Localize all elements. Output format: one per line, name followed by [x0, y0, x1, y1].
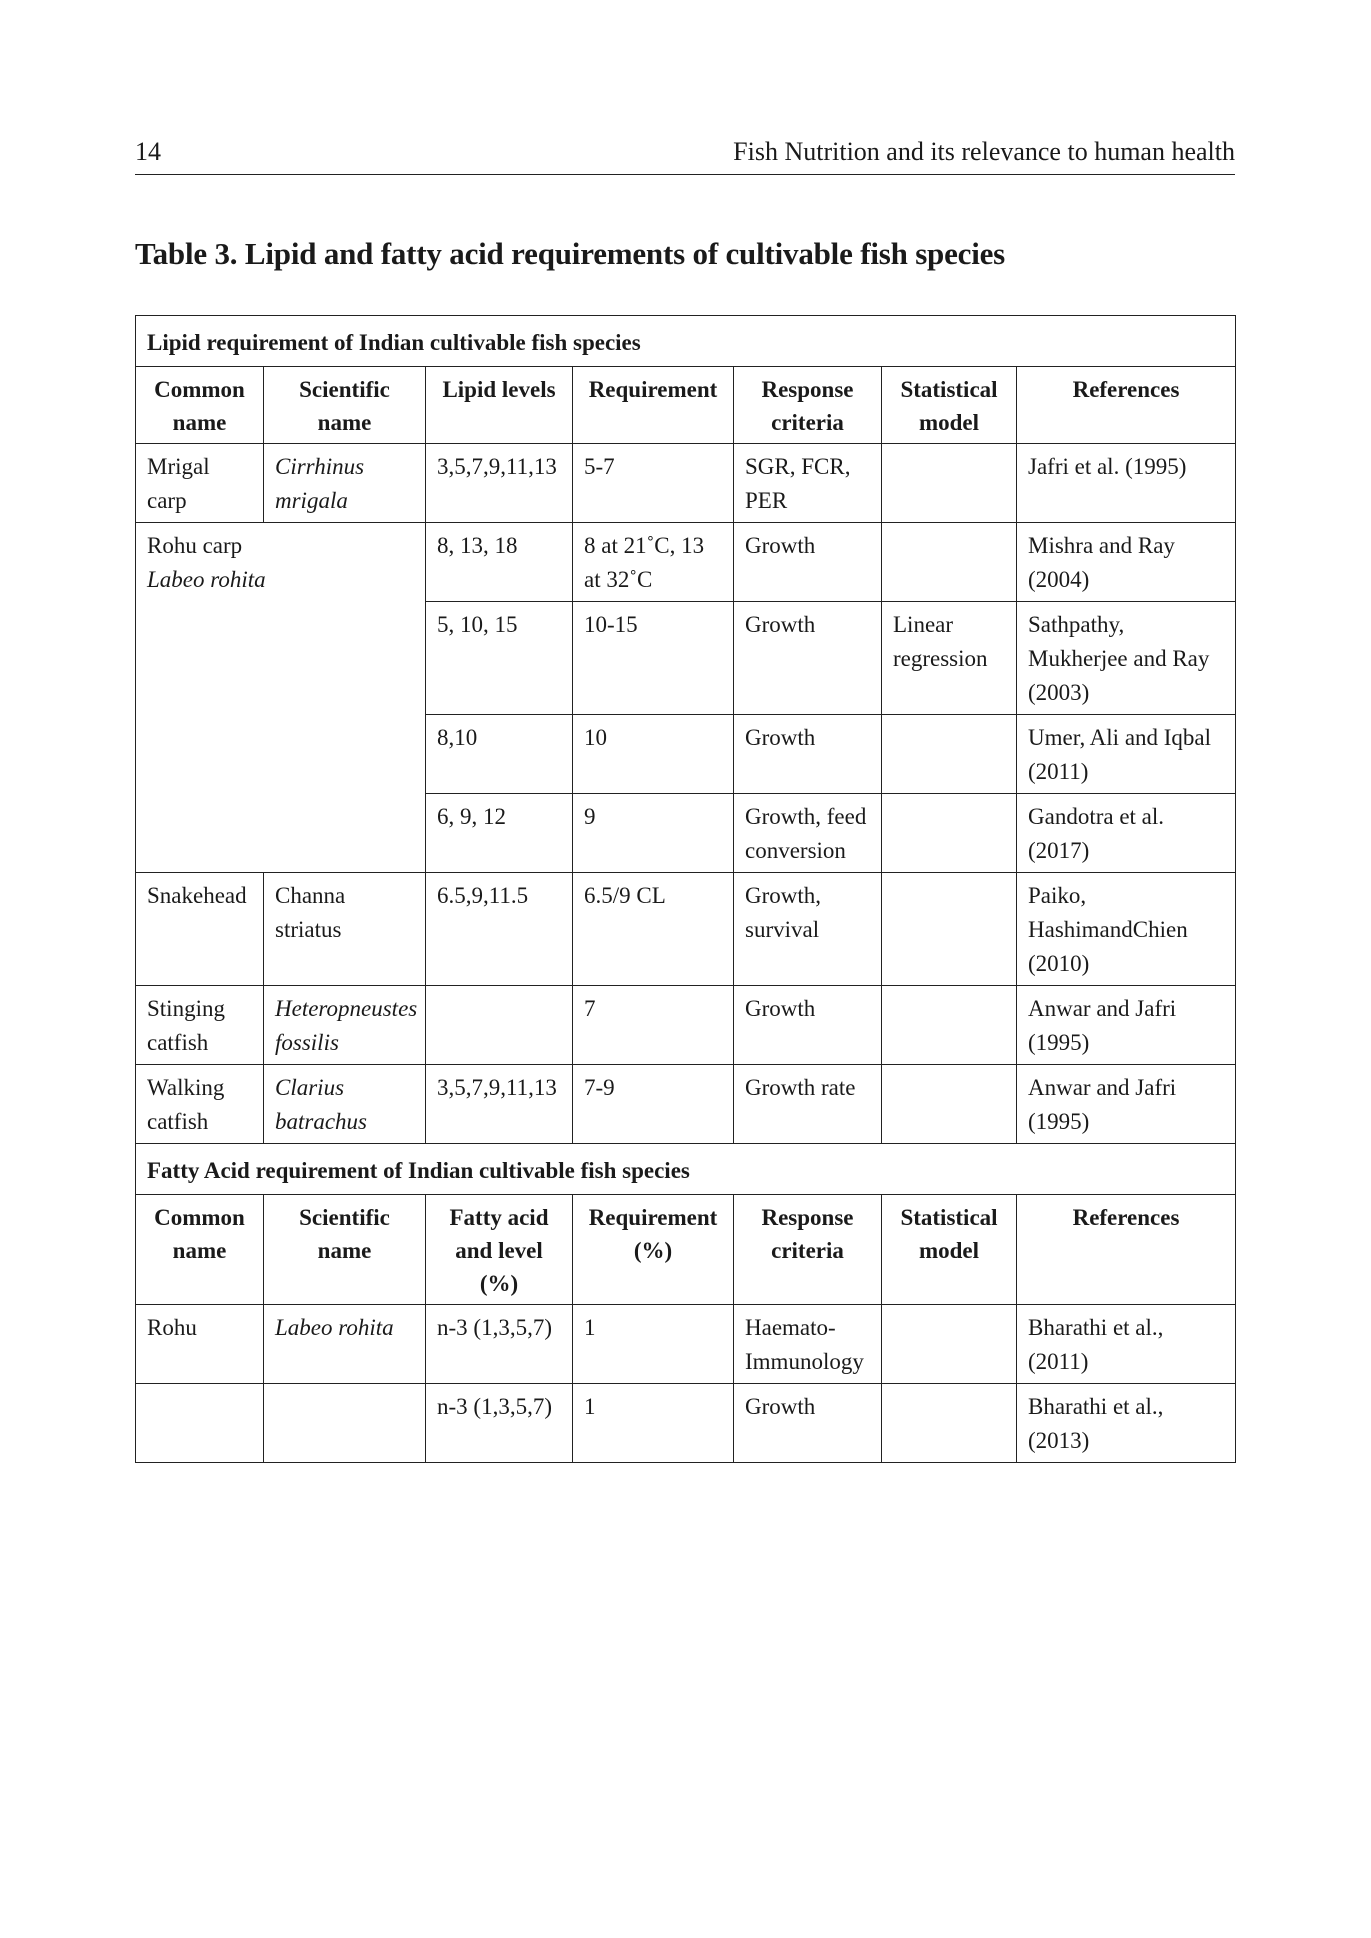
cell-requirement: 10 — [573, 715, 734, 794]
column-header: Response criteria — [734, 367, 882, 444]
cell-statistical-model — [882, 794, 1017, 873]
column-header: Scientific name — [264, 367, 426, 444]
table-row — [136, 1384, 1236, 1463]
column-header: Common name — [136, 1195, 264, 1305]
cell-reference: Bharathi et al., (2013) — [1017, 1384, 1236, 1463]
cell-response-criteria: Growth rate — [734, 1065, 882, 1144]
table-title: Table 3. Lipid and fatty acid requirements of cultivable fish species — [135, 236, 1006, 271]
cell-reference: Sathpathy, Mukherjee and Ray (2003) — [1017, 602, 1236, 715]
header-row — [136, 367, 1236, 444]
cell-statistical-model — [882, 444, 1017, 523]
cell-requirement: 5-7 — [573, 444, 734, 523]
cell-lipid-levels: 5, 10, 15 — [426, 602, 573, 715]
cell-requirement: 8 at 21˚C, 13 at 32˚C — [573, 523, 734, 602]
section-title-row — [136, 1144, 1236, 1195]
cell-requirement: 10-15 — [573, 602, 734, 715]
column-header: References — [1017, 1195, 1236, 1305]
cell-statistical-model — [882, 1384, 1017, 1463]
cell-lipid-levels: 8, 13, 18 — [426, 523, 573, 602]
section-title-lipid: Lipid requirement of Indian cultivable fish species — [136, 316, 1236, 367]
table-row — [136, 444, 1236, 523]
cell-scientific-name: Channa striatus — [264, 873, 426, 986]
cell-statistical-model — [882, 1065, 1017, 1144]
cell-response-criteria: Growth — [734, 715, 882, 794]
cell-response-criteria: Growth, survival — [734, 873, 882, 986]
cell-requirement: 1 — [573, 1384, 734, 1463]
cell-reference: Umer, Ali and Iqbal (2011) — [1017, 715, 1236, 794]
cell-response-criteria: Growth — [734, 602, 882, 715]
cell-reference: Gandotra et al. (2017) — [1017, 794, 1236, 873]
table-row — [136, 1305, 1236, 1384]
cell-common-name: Walking catfish — [136, 1065, 264, 1144]
cell-reference: Mishra and Ray (2004) — [1017, 523, 1236, 602]
table-row — [136, 873, 1236, 986]
cell-common-name: Stinging catfish — [136, 986, 264, 1065]
column-header: Requirement — [573, 367, 734, 444]
cell-reference: Jafri et al. (1995) — [1017, 444, 1236, 523]
cell-reference: Paiko, HashimandChien (2010) — [1017, 873, 1236, 986]
cell-response-criteria: Growth, feed conversion — [734, 794, 882, 873]
column-header: Requirement (%) — [573, 1195, 734, 1305]
cell-statistical-model: Linear regression — [882, 602, 1017, 715]
column-header: Statistical model — [882, 367, 1017, 444]
section-title-fatty-acid: Fatty Acid requirement of Indian cultivable fish species — [136, 1144, 1236, 1195]
cell-scientific-name: Cirrhinus mrigala — [264, 444, 426, 523]
cell-statistical-model — [882, 715, 1017, 794]
cell-statistical-model — [882, 873, 1017, 986]
cell-lipid-levels — [426, 986, 573, 1065]
cell-requirement: 1 — [573, 1305, 734, 1384]
table-row — [136, 523, 1236, 602]
column-header: Statistical model — [882, 1195, 1017, 1305]
cell-scientific-name: Labeo rohita — [264, 1305, 426, 1384]
cell-response-criteria: Growth — [734, 523, 882, 602]
cell-common-name: Mrigal carp — [136, 444, 264, 523]
cell-common-name — [136, 1384, 264, 1463]
cell-requirement: 9 — [573, 794, 734, 873]
section-title-row — [136, 316, 1236, 367]
cell-reference: Anwar and Jafri (1995) — [1017, 986, 1236, 1065]
cell-response-criteria: Growth — [734, 986, 882, 1065]
cell-lipid-levels: 6, 9, 12 — [426, 794, 573, 873]
cell-requirement: 6.5/9 CL — [573, 873, 734, 986]
cell-statistical-model — [882, 523, 1017, 602]
cell-statistical-model — [882, 986, 1017, 1065]
cell-reference: Bharathi et al., (2011) — [1017, 1305, 1236, 1384]
cell-scientific-name: Labeo rohita — [147, 567, 266, 592]
table-row — [136, 1065, 1236, 1144]
cell-response-criteria: Growth — [734, 1384, 882, 1463]
cell-lipid-levels: 3,5,7,9,11,13 — [426, 444, 573, 523]
cell-requirement: 7 — [573, 986, 734, 1065]
cell-requirement: 7-9 — [573, 1065, 734, 1144]
cell-common-name: Snakehead — [136, 873, 264, 986]
table-row — [136, 986, 1236, 1065]
header-row — [136, 1195, 1236, 1305]
cell-common-name: Rohu carp — [147, 533, 243, 558]
cell-fatty-acid-level: n-3 (1,3,5,7) — [426, 1384, 573, 1463]
cell-statistical-model — [882, 1305, 1017, 1384]
cell-lipid-levels: 6.5,9,11.5 — [426, 873, 573, 986]
cell-scientific-name: Clarius batrachus — [264, 1065, 426, 1144]
page-number: 14 — [135, 137, 161, 166]
cell-scientific-name: Heteropneustes fossilis — [264, 986, 426, 1065]
cell-lipid-levels: 8,10 — [426, 715, 573, 794]
column-header: Lipid levels — [426, 367, 573, 444]
column-header: References — [1017, 367, 1236, 444]
cell-species — [136, 523, 426, 873]
cell-lipid-levels: 3,5,7,9,11,13 — [426, 1065, 573, 1144]
cell-response-criteria: Haemato-Immunology — [734, 1305, 882, 1384]
page-header — [135, 132, 1235, 175]
cell-fatty-acid-level: n-3 (1,3,5,7) — [426, 1305, 573, 1384]
lipid-fatty-acid-table — [135, 315, 1236, 1463]
running-title: Fish Nutrition and its relevance to human health — [733, 137, 1235, 166]
cell-scientific-name — [264, 1384, 426, 1463]
column-header: Fatty acid and level (%) — [426, 1195, 573, 1305]
cell-response-criteria: SGR, FCR, PER — [734, 444, 882, 523]
column-header: Common name — [136, 367, 264, 444]
column-header: Response criteria — [734, 1195, 882, 1305]
cell-reference: Anwar and Jafri (1995) — [1017, 1065, 1236, 1144]
column-header: Scientific name — [264, 1195, 426, 1305]
cell-common-name: Rohu — [136, 1305, 264, 1384]
